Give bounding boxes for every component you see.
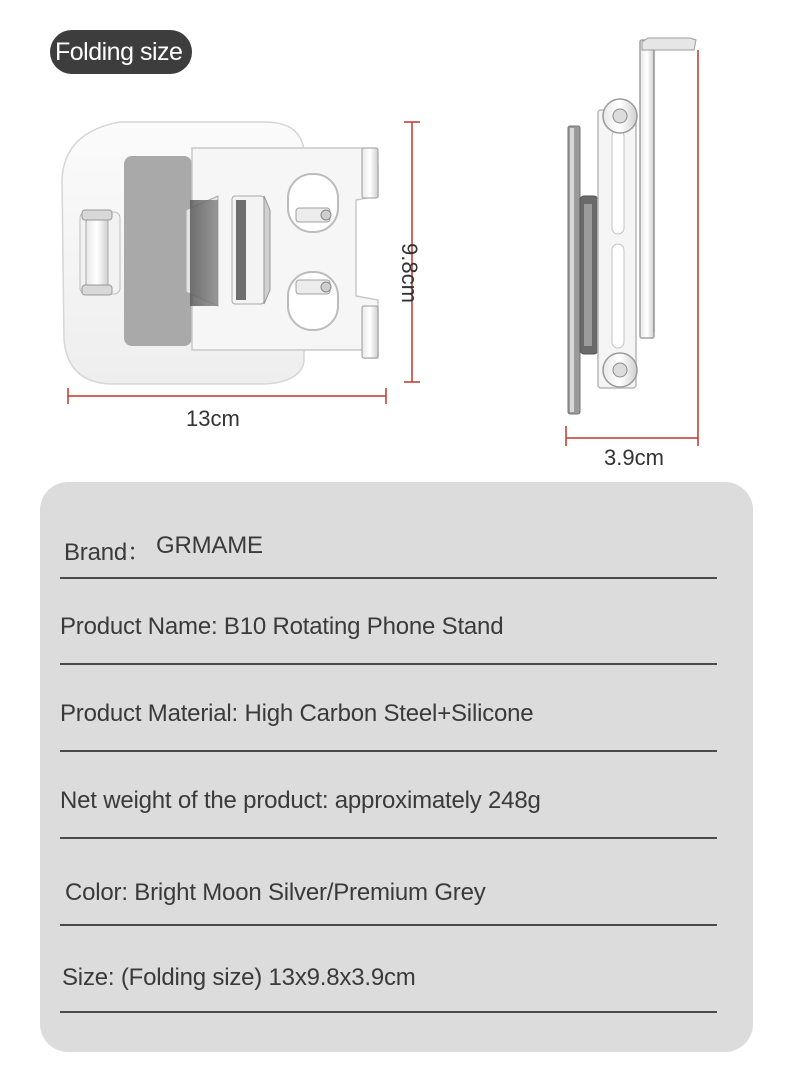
spec-row-material (60, 665, 717, 752)
spec-product-name: Product Name: B10 Rotating Phone Stand (60, 613, 504, 640)
spec-size: Size: (Folding size) 13x9.8x3.9cm (62, 964, 416, 991)
spec-row-weight (60, 752, 717, 839)
spec-material: Product Material: High Carbon Steel+Silicone (60, 700, 534, 727)
spec-row-brand (60, 492, 717, 579)
spec-value-brand: GRMAME (156, 532, 263, 559)
spec-divider (60, 1011, 717, 1013)
stand-side-view (568, 38, 696, 414)
spec-weight: Net weight of the product: approximately 248g (60, 787, 541, 814)
depth-label: 3.9cm (604, 445, 664, 470)
width-label: 13cm (186, 406, 240, 431)
spec-row-color (60, 839, 717, 926)
spec-row-product-name (60, 578, 717, 665)
spec-label-brand: Brand： (64, 539, 151, 566)
spec-row-size (60, 926, 717, 1013)
height-label: 9.8cm (397, 243, 422, 303)
specs-panel (40, 482, 753, 1052)
spec-color: Color: Bright Moon Silver/Premium Grey (65, 879, 486, 906)
width-measure-line (68, 388, 386, 404)
stand-front-view (62, 122, 378, 384)
folding-size-badge: Folding size (50, 30, 192, 74)
product-dimension-figure (0, 0, 790, 480)
